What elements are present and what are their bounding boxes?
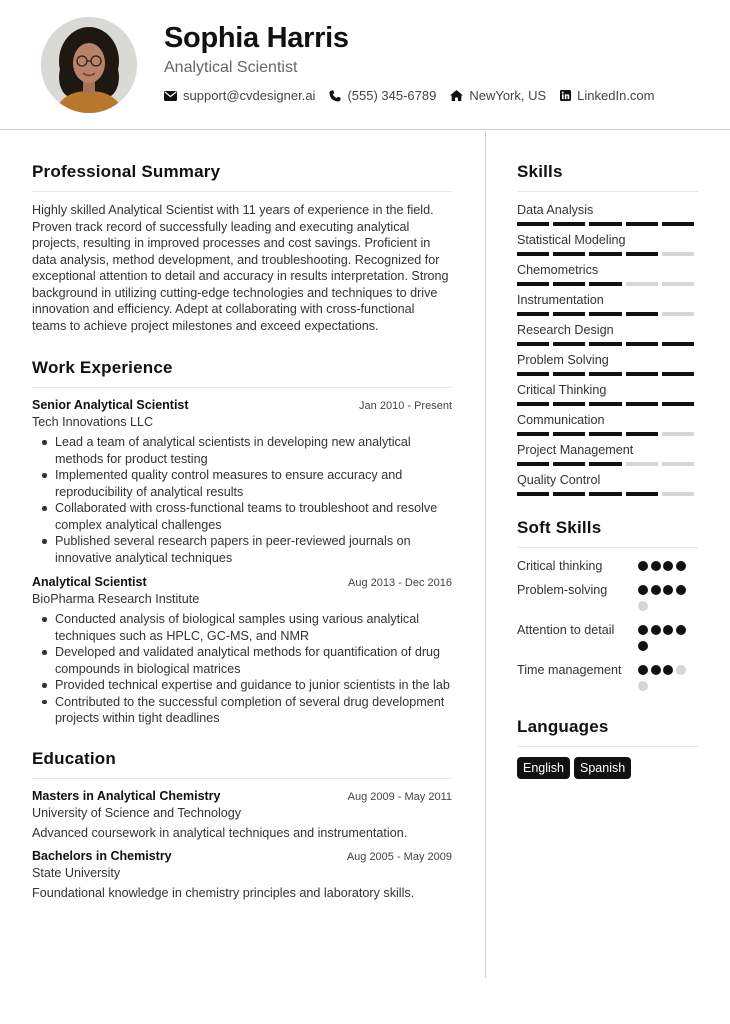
skill-level-bar <box>517 312 698 316</box>
soft-skill-item <box>517 662 698 697</box>
skills-heading: Skills <box>517 162 698 192</box>
skill-level-segment <box>662 312 694 316</box>
rating-dot <box>638 561 648 571</box>
languages-list <box>517 757 698 779</box>
soft-skills-heading: Soft Skills <box>517 518 698 548</box>
education-dates: Aug 2009 - May 2011 <box>347 790 452 803</box>
contact-email[interactable] <box>164 88 315 103</box>
email-text: support@cvdesigner.ai <box>183 88 316 103</box>
skill-level-segment <box>626 252 658 256</box>
skill-level-segment <box>626 282 658 286</box>
skill-item <box>517 472 698 496</box>
list-item: Published several research papers in peer-reviewed journals on innovative analytical techniques <box>32 533 452 566</box>
skill-level-segment <box>517 372 549 376</box>
skill-level-segment <box>553 462 585 466</box>
soft-skill-rating <box>638 622 698 657</box>
languages-heading: Languages <box>517 717 698 747</box>
list-item: Provided technical expertise and guidance to junior scientists in the lab <box>32 677 452 694</box>
skill-item <box>517 412 698 436</box>
skill-level-segment <box>662 402 694 406</box>
skill-level-bar <box>517 282 698 286</box>
soft-skill-rating <box>638 558 698 577</box>
avatar <box>41 17 137 113</box>
phone-text: (555) 345-6789 <box>347 88 437 103</box>
rating-dot <box>638 601 648 611</box>
skill-level-segment <box>517 222 549 226</box>
skill-item <box>517 202 698 226</box>
skill-level-segment <box>589 252 621 256</box>
skill-level-bar <box>517 462 698 466</box>
degree-title: Masters in Analytical Chemistry <box>32 788 221 803</box>
skill-level-segment <box>662 462 694 466</box>
linkedin-text: LinkedIn.com <box>577 88 655 103</box>
phone-icon <box>329 90 341 102</box>
column-divider <box>485 131 486 978</box>
skill-level-bar <box>517 492 698 496</box>
degree-title: Bachelors in Chemistry <box>32 848 172 863</box>
skill-item <box>517 262 698 286</box>
skill-level-segment <box>553 402 585 406</box>
skill-level-segment <box>626 462 658 466</box>
skill-item <box>517 292 698 316</box>
candidate-title: Analytical Scientist <box>164 59 298 76</box>
rating-dot <box>638 585 648 595</box>
job-title: Analytical Scientist <box>32 575 147 589</box>
skill-name: Communication <box>517 413 605 427</box>
skill-name: Data Analysis <box>517 203 594 217</box>
language-tag: Spanish <box>574 757 631 779</box>
rating-dot <box>638 665 648 675</box>
skill-level-segment <box>662 282 694 286</box>
skill-name: Critical Thinking <box>517 383 607 397</box>
contact-phone[interactable] <box>329 88 436 103</box>
rating-dot <box>663 585 673 595</box>
skills-list <box>517 202 698 496</box>
soft-skill-name: Time management <box>517 663 622 677</box>
skill-name: Chemometrics <box>517 263 599 277</box>
skill-level-segment <box>626 402 658 406</box>
home-icon <box>450 90 463 101</box>
skill-level-bar <box>517 222 698 226</box>
resume-header <box>0 0 730 130</box>
location-text: NewYork, US <box>469 88 547 103</box>
job-title: Senior Analytical Scientist <box>32 398 189 412</box>
rating-dot <box>638 681 648 691</box>
skill-level-bar <box>517 252 698 256</box>
skill-level-segment <box>626 432 658 436</box>
skill-name: Statistical Modeling <box>517 233 626 247</box>
skill-level-segment <box>662 432 694 436</box>
job-entry <box>32 575 452 727</box>
skill-level-segment <box>553 222 585 226</box>
skill-name: Problem Solving <box>517 353 609 367</box>
skill-level-segment <box>517 282 549 286</box>
list-item: Collaborated with cross-functional teams to troubleshoot and resolve complex analytical challenges <box>32 500 452 533</box>
job-bullets <box>32 434 452 566</box>
skill-item <box>517 442 698 466</box>
education-description: Foundational knowledge in chemistry principles and laboratory skills. <box>32 885 415 900</box>
skill-level-segment <box>589 432 621 436</box>
skill-level-segment <box>517 462 549 466</box>
skill-level-segment <box>517 432 549 436</box>
rating-dot <box>676 585 686 595</box>
rating-dot <box>663 665 673 675</box>
skill-level-segment <box>517 252 549 256</box>
skill-level-segment <box>517 402 549 406</box>
skill-level-segment <box>517 492 549 496</box>
experience-heading: Work Experience <box>32 358 452 388</box>
education-section <box>32 749 452 900</box>
skill-level-segment <box>626 312 658 316</box>
rating-dot <box>651 585 661 595</box>
summary-text: Highly skilled Analytical Scientist with 11 years of experience in the field. Proven track record of successfully leading and executing analytical projects, resulting in improved processes and cost savings. Proficient in data analysis, method development, and troubleshooting. Recognized for exceptional attention to detail and accuracy in results interpretation. Strong background in utilizing cutting-edge technologies and techniques to drive innovation and efficiency. Adept at collaborating with cross-functional teams to achieve project milestones and exceed expectations. <box>32 203 449 333</box>
rating-dot <box>676 665 686 675</box>
skill-level-segment <box>517 342 549 346</box>
job-bullets <box>32 611 452 727</box>
rating-dot <box>651 625 661 635</box>
contact-linkedin[interactable] <box>560 88 654 103</box>
skill-level-segment <box>589 342 621 346</box>
skill-level-segment <box>517 312 549 316</box>
job-dates: Jan 2010 - Present <box>359 400 452 412</box>
soft-skill-item <box>517 582 698 617</box>
skill-level-segment <box>553 492 585 496</box>
main-column <box>32 162 452 900</box>
soft-skill-item <box>517 558 698 577</box>
soft-skill-name: Attention to detail <box>517 623 615 637</box>
skill-level-bar <box>517 372 698 376</box>
skill-level-segment <box>553 432 585 436</box>
skill-level-segment <box>626 342 658 346</box>
skill-level-segment <box>553 252 585 256</box>
skill-level-segment <box>589 462 621 466</box>
list-item: Conducted analysis of biological samples using various analytical techniques such as HPLC, GC-MS, and NMR <box>32 611 452 644</box>
skill-level-segment <box>553 372 585 376</box>
soft-skill-name: Critical thinking <box>517 559 603 573</box>
skill-level-segment <box>589 282 621 286</box>
skill-item <box>517 322 698 346</box>
education-entry <box>32 849 452 900</box>
skill-level-bar <box>517 342 698 346</box>
soft-skill-name: Problem-solving <box>517 583 608 597</box>
skill-level-bar <box>517 432 698 436</box>
education-heading: Education <box>32 749 452 779</box>
skill-name: Project Management <box>517 443 634 457</box>
job-entry <box>32 398 452 566</box>
skill-name: Quality Control <box>517 473 601 487</box>
rating-dot <box>676 561 686 571</box>
school-name: State University <box>32 865 121 880</box>
skill-item <box>517 352 698 376</box>
sidebar-column <box>517 162 698 779</box>
candidate-name: Sophia Harris <box>164 22 349 54</box>
skill-level-segment <box>662 492 694 496</box>
job-dates: Aug 2013 - Dec 2016 <box>348 577 452 589</box>
experience-section <box>32 358 452 727</box>
skill-level-bar <box>517 402 698 406</box>
languages-section <box>517 717 698 779</box>
envelope-icon <box>164 91 177 101</box>
skill-name: Research Design <box>517 323 614 337</box>
skill-level-segment <box>589 492 621 496</box>
school-name: University of Science and Technology <box>32 805 242 820</box>
contact-location <box>450 88 546 103</box>
skill-level-segment <box>589 402 621 406</box>
soft-skill-item <box>517 622 698 657</box>
list-item: Lead a team of analytical scientists in developing new analytical methods for product testing <box>32 434 452 467</box>
education-entry <box>32 789 452 840</box>
soft-skill-rating <box>638 662 698 697</box>
skill-level-segment <box>589 312 621 316</box>
education-dates: Aug 2005 - May 2009 <box>346 850 452 863</box>
skill-level-segment <box>589 372 621 376</box>
summary-section <box>32 162 452 334</box>
skill-level-segment <box>662 372 694 376</box>
list-item: Contributed to the successful completion of several drug development projects within tight deadlines <box>32 694 452 727</box>
skill-level-segment <box>626 372 658 376</box>
skill-level-segment <box>553 342 585 346</box>
summary-heading: Professional Summary <box>32 162 452 192</box>
job-company: Tech Innovations LLC <box>32 415 154 429</box>
rating-dot <box>638 625 648 635</box>
skill-level-segment <box>553 282 585 286</box>
skill-level-segment <box>662 252 694 256</box>
list-item: Implemented quality control measures to ensure accuracy and reproducibility of analytical results <box>32 467 452 500</box>
list-item: Developed and validated analytical methods for quantification of drug compounds in biological matrices <box>32 644 452 677</box>
rating-dot <box>676 625 686 635</box>
skill-item <box>517 382 698 406</box>
contact-bar <box>164 88 669 103</box>
rating-dot <box>663 625 673 635</box>
skill-level-segment <box>626 492 658 496</box>
rating-dot <box>638 641 648 651</box>
rating-dot <box>651 665 661 675</box>
skill-level-segment <box>662 342 694 346</box>
rating-dot <box>663 561 673 571</box>
job-company: BioPharma Research Institute <box>32 592 200 606</box>
skill-level-segment <box>589 222 621 226</box>
skill-level-segment <box>662 222 694 226</box>
skill-item <box>517 232 698 256</box>
linkedin-icon <box>560 90 571 101</box>
soft-skills-section <box>517 518 698 697</box>
rating-dot <box>651 561 661 571</box>
language-tag: English <box>517 757 570 779</box>
soft-skill-rating <box>638 582 698 617</box>
skill-level-segment <box>553 312 585 316</box>
skill-name: Instrumentation <box>517 293 604 307</box>
skill-level-segment <box>626 222 658 226</box>
skills-section <box>517 162 698 496</box>
education-description: Advanced coursework in analytical techniques and instrumentation. <box>32 825 408 840</box>
soft-skills-list <box>517 558 698 697</box>
